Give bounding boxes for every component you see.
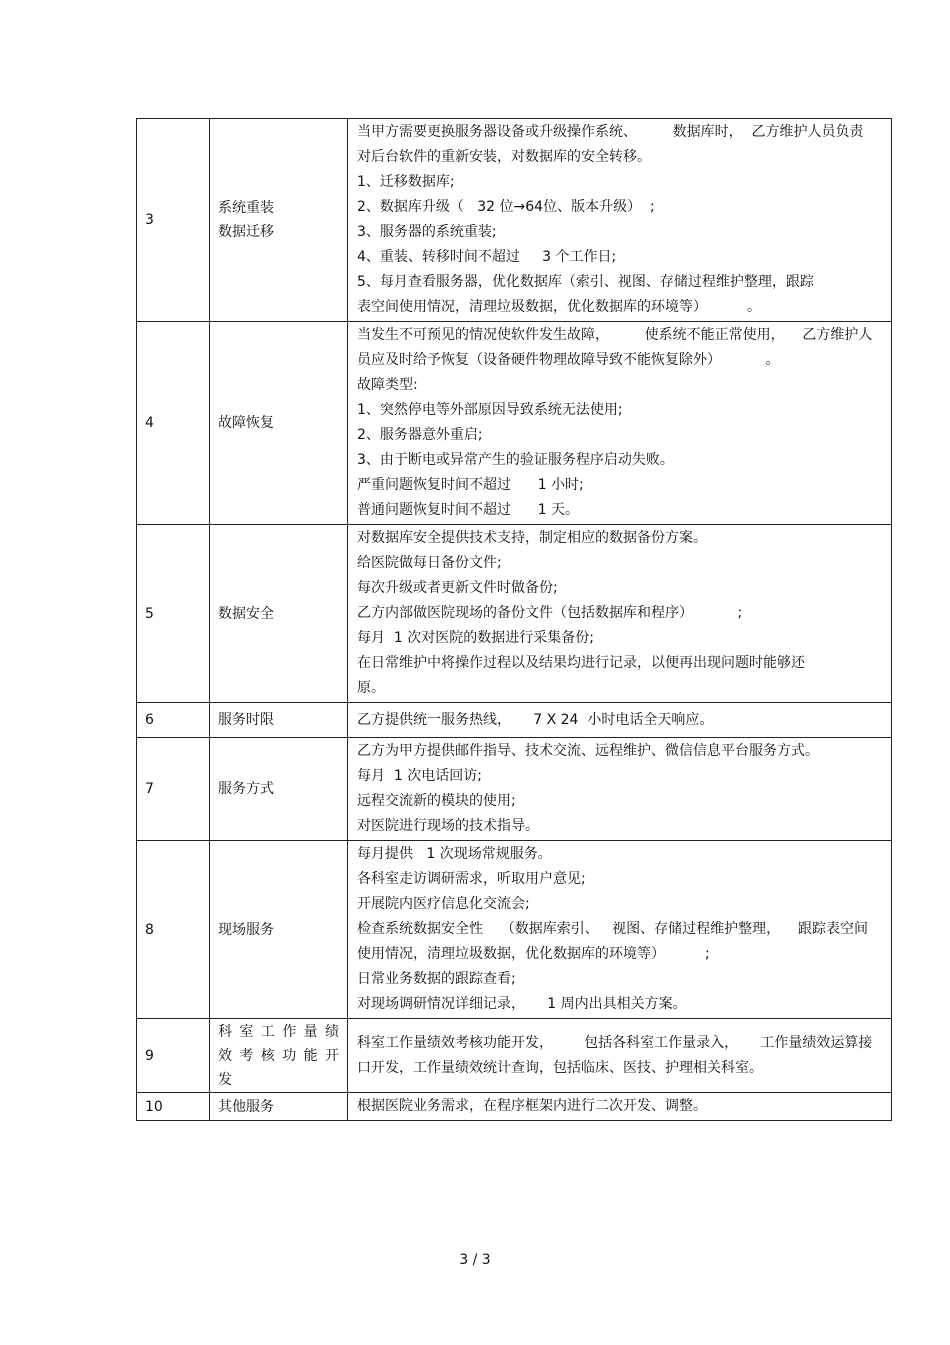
description-line: 严重问题恢复时间不超过 1 小时; [357,477,584,493]
row-number: 10 [137,1093,210,1121]
service-name-line: 科室工作量绩 [218,1023,339,1040]
service-name-line: 服务方式 [218,781,274,797]
row-number: 8 [137,841,210,1019]
description-line: 口开发，工作量绩效统计查询，包括临床、医技、护理相关科室。 [357,1059,763,1076]
description-line: 使用情况，清理垃圾数据，优化数据库的环境等） ; [357,946,710,962]
table-row [137,322,892,525]
service-name [210,525,348,703]
service-description [348,525,892,703]
row-number: 5 [137,525,210,703]
description-line: 员应及时给予恢复（设备硬件物理故障导致不能恢复除外） 。 [357,352,780,368]
service-description [348,738,892,841]
description-line: 乙方内部做医院现场的备份文件（包括数据库和程序） ; [357,605,743,621]
description-line: 3、由于断电或异常产生的验证服务程序启动失败。 [357,452,674,468]
description-line: 1、迁移数据库; [357,174,455,190]
description-line: 各科室走访调研需求，听取用户意见; [357,871,586,887]
service-name-line: 数据迁移 [218,224,274,240]
row-number: 9 [137,1019,210,1093]
table-row [137,703,892,738]
service-description [348,322,892,525]
table-row [137,119,892,322]
description-line: 对后台软件的重新安装，对数据库的安全转移。 [357,149,651,165]
description-line: 原。 [357,680,385,696]
description-line: 普通问题恢复时间不超过 1 天。 [357,502,580,518]
service-name-line: 发 [218,1071,232,1088]
description-line: 对现场调研情况详细记录， 1 周内出具相关方案。 [357,996,687,1012]
description-line: 5、每月查看服务器，优化数据库（索引、视图、存储过程维护整理，跟踪 [357,274,814,290]
description-line: 科室工作量绩效考核功能开发， 包括各科室工作量录入， 工作量绩效运算接 [357,1034,873,1051]
service-table [136,118,892,1121]
table-row [137,1093,892,1121]
service-name-line: 系统重装 [218,200,274,216]
description-line: 乙方为甲方提供邮件指导、技术交流、远程维护、微信信息平台服务方式。 [357,743,819,759]
description-line: 日常业务数据的跟踪查看; [357,971,516,987]
description-line: 每月 1 次电话回访; [357,768,482,784]
service-name-line: 服务时限 [218,712,274,728]
row-number: 3 [137,119,210,322]
service-name [210,738,348,841]
service-description [348,841,892,1019]
description-line: 远程交流新的模块的使用; [357,793,516,809]
description-line: 开展院内医疗信息化交流会; [357,896,530,912]
row-number: 6 [137,703,210,738]
description-line: 1、突然停电等外部原因导致系统无法使用; [357,402,623,418]
description-line: 2、服务器意外重启; [357,427,483,443]
service-name [210,1019,348,1093]
table-row [137,841,892,1019]
service-name [210,1093,348,1121]
description-line: 给医院做每日备份文件; [357,555,502,571]
description-line: 当甲方需要更换服务器设备或升级操作系统、 数据库时， 乙方维护人员负责 [357,124,864,140]
service-name-line: 效考核功能开 [218,1047,339,1064]
service-description [348,1019,892,1093]
description-line: 表空间使用情况，清理垃圾数据，优化数据库的环境等） 。 [357,299,762,315]
description-line: 故障类型: [357,377,418,393]
description-line: 在日常维护中将操作过程以及结果均进行记录，以便再出现问题时能够还 [357,655,805,671]
row-number: 4 [137,322,210,525]
service-name [210,703,348,738]
service-name [210,119,348,322]
service-description [348,703,892,738]
service-name [210,322,348,525]
service-name-line: 数据安全 [218,605,274,622]
service-name-line: 故障恢复 [218,415,274,431]
description-line: 每月 1 次对医院的数据进行采集备份; [357,630,594,646]
description-line: 当发生不可预见的情况使软件发生故障， 使系统不能正常使用， 乙方维护人 [357,327,873,343]
row-number: 7 [137,738,210,841]
page-number: 3 / 3 [459,1252,491,1268]
description-line: 乙方提供统一服务热线， 7 X 24 小时电话全天响应。 [357,711,714,728]
service-table-body [137,119,892,1121]
description-line: 对数据库安全提供技术支持，制定相应的数据备份方案。 [357,530,707,546]
table-row [137,525,892,703]
description-line: 对医院进行现场的技术指导。 [357,818,539,834]
description-line: 3、服务器的系统重装; [357,224,497,240]
description-line: 根据医院业务需求，在程序框架内进行二次开发、调整。 [357,1098,707,1114]
description-line: 4、重装、转移时间不超过 3 个工作日; [357,249,617,265]
service-name-line: 现场服务 [218,921,274,938]
description-line: 每次升级或者更新文件时做备份; [357,580,558,596]
description-line: 2、数据库升级（ 32 位→64位、版本升级） ; [357,199,655,215]
service-name-line: 其他服务 [218,1098,274,1115]
description-line: 每月提供 1 次现场常规服务。 [357,846,552,862]
service-name [210,841,348,1019]
description-line: 检查系统数据安全性 （数据库索引、 视图、存储过程维护整理， 跟踪表空间 [357,921,868,937]
table-row [137,738,892,841]
table-row [137,1019,892,1093]
service-description [348,119,892,322]
service-description [348,1093,892,1121]
